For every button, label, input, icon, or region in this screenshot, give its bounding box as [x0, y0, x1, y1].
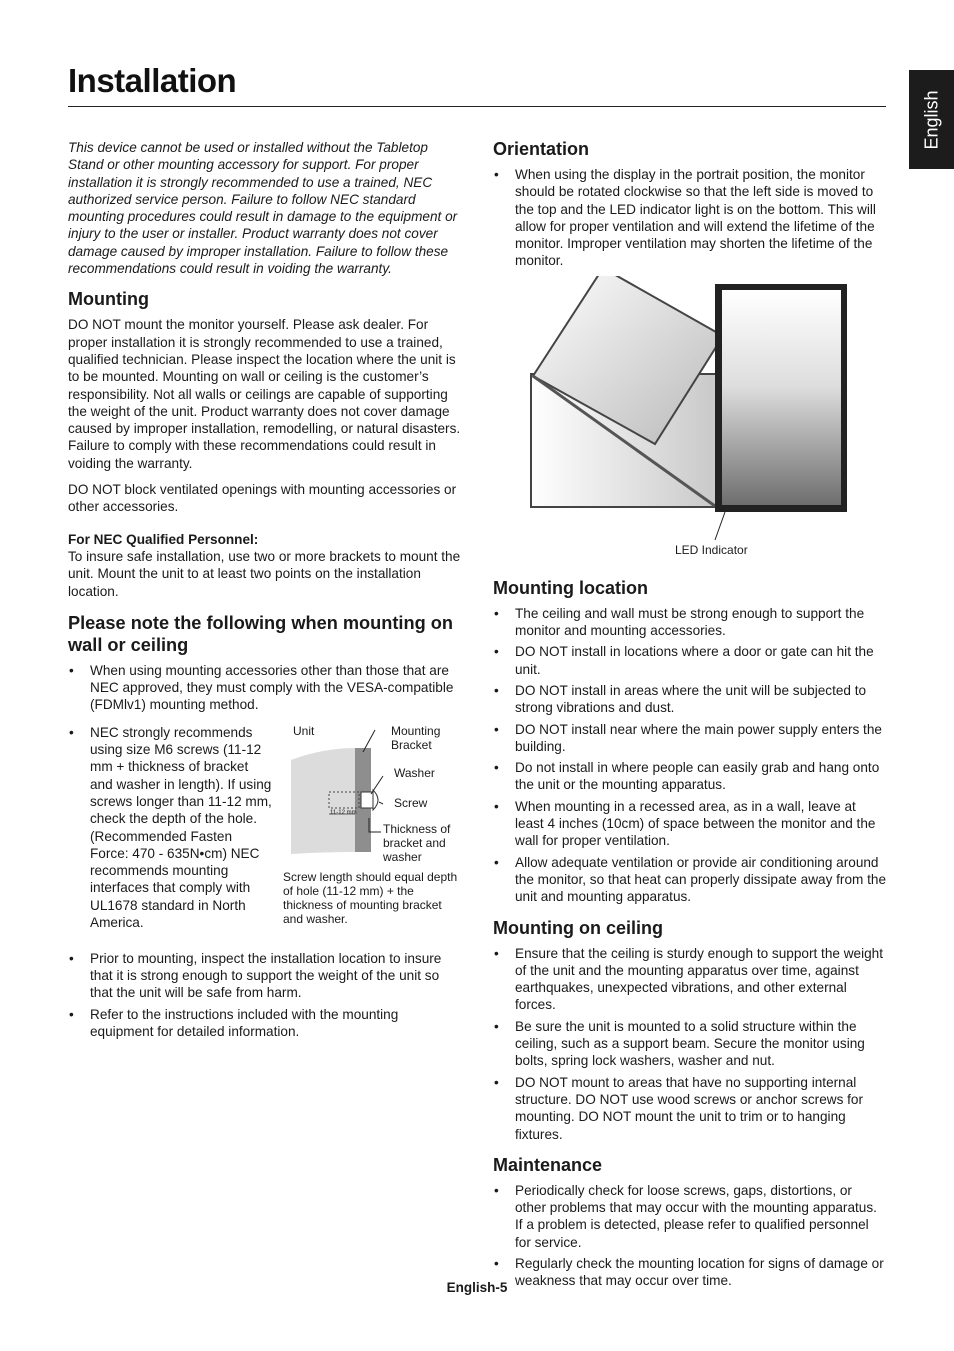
screw-recommendation-text: • NEC strongly recommends using size M6 screws (11-12 mm + thickness of bracket and washer in length). If using screws longer than 11-12 mm, check the depth of the hole. (Recommended Fasten Force: 470 - 635N•cm) NEC recommends mounting interfaces that comply with UL1678 standard in North America.	[90, 724, 272, 930]
list-item: • Periodically check for loose screws, gaps, distortions, or other problems that may occur with the mounting apparatus. If a problem is detected, please refer to qualified personnel for service.	[493, 1182, 886, 1251]
page-footer: English-5	[446, 1280, 508, 1295]
nec-personnel-text: To insure safe installation, use two or more brackets to mount the unit. Mount the unit to at least two points on the installation location.	[68, 548, 461, 599]
maintenance-heading: Maintenance	[493, 1154, 603, 1175]
mounting-location-list	[493, 605, 886, 906]
list-item: • When using the display in the portrait position, the monitor should be rotated clockwise so that the left side is moved to the top and the LED indicator light is on the bottom. This will allow for proper ventilation and will extend the lifetime of the monitor. Improper ventilation may shorten the lifetime of the monitor.	[493, 166, 886, 270]
mounting-paragraph-2: DO NOT block ventilated openings with mounting accessories or other accessories.	[68, 482, 457, 515]
title-rule	[68, 106, 886, 107]
screw-label: Screw	[394, 795, 428, 810]
list-item: • DO NOT install near where the main power supply enters the building.	[493, 721, 886, 756]
nec-personnel-heading: For NEC Qualified Personnel:	[68, 531, 259, 547]
maintenance-list	[493, 1182, 886, 1290]
language-tab-label: English	[921, 89, 941, 150]
list-item: • Do not install in where people can easily grab and hang onto the unit or the mounting apparatus.	[493, 759, 886, 794]
section-orientation	[493, 139, 886, 566]
language-tab	[909, 70, 954, 169]
orientation-graphic	[493, 276, 886, 546]
list-item: • The ceiling and wall must be strong enough to support the monitor and mounting accessories.	[493, 605, 886, 640]
screw-diagram	[283, 724, 463, 944]
left-column	[68, 139, 463, 1050]
bracket-label: Mounting Bracket	[391, 723, 441, 752]
list-item: • When mounting in a recessed area, as in a wall, leave at least 4 inches (10cm) of space between the monitor and the wall for proper ventilation.	[493, 798, 886, 850]
orientation-list	[493, 166, 886, 270]
section-mounting-location	[493, 578, 886, 906]
washer-label: Washer	[394, 765, 435, 780]
mounting-paragraph-1: DO NOT mount the monitor yourself. Please ask dealer. For proper installation it is strongly recommended to use a trained, qualified technician. Please inspect the location where the unit is to be mounted. Mounting on wall or ceiling is the customer’s responsibility. Not all walls or ceilings are capable of supporting the weight of the unit. Product warranty does not cover damage caused by improper installation, remodelling, or natural disasters. Failure to comply with these recommendations could result in voiding the warranty.	[68, 317, 461, 471]
mounting-ceiling-heading: Mounting on ceiling	[493, 917, 663, 938]
led-indicator-label: LED Indicator	[675, 542, 748, 557]
wall-ceiling-list	[68, 662, 463, 1040]
list-item: • When using mounting accessories other than those that are NEC approved, they must comply with the VESA-compatible (FDMlv1) mounting method.	[68, 662, 463, 714]
list-item: • Prior to mounting, inspect the installation location to insure that it is strong enough to support the weight of the unit so that the unit will be safe from harm.	[68, 950, 463, 1002]
mounting-location-heading: Mounting location	[493, 577, 648, 598]
mounting-ceiling-list	[493, 945, 886, 1143]
section-mounting	[68, 289, 463, 599]
portrait-monitor-screen	[722, 290, 841, 505]
page-title: Installation	[68, 62, 237, 99]
section-wall-ceiling-notes	[68, 612, 463, 1040]
list-item: • Refer to the instructions included with the mounting equipment for detailed information.	[68, 1006, 463, 1041]
list-item: • Ensure that the ceiling is sturdy enough to support the weight of the unit and the mounting apparatus over time, against earthquakes, unexpected vibrations, and other external forces.	[493, 945, 886, 1014]
screw-head-shape	[373, 790, 378, 810]
screw-shank-shape	[361, 792, 373, 808]
section-maintenance	[493, 1155, 886, 1290]
unit-label: Unit	[293, 723, 315, 738]
dimension-label: 11-12 mm	[330, 809, 357, 816]
led-indicator-leader	[715, 512, 725, 540]
list-item: • DO NOT mount to areas that have no supporting internal structure. DO NOT use wood screws or anchor screws for mounting. DO NOT mount the unit to trim or to hanging fixtures.	[493, 1074, 886, 1143]
screw-note-wrap	[90, 724, 463, 944]
screw-caption: Screw length should equal depth of hole (11-12 mm) + the thickness of mounting bracket and washer.	[283, 869, 458, 926]
wall-ceiling-heading: Please note the following when mounting on wall or ceiling	[68, 612, 453, 655]
thickness-label: Thickness of bracket and washer	[383, 821, 451, 864]
list-item	[68, 724, 463, 944]
intro-warning: This device cannot be used or installed without the Tabletop Stand or other mounting accessory for support. For proper installation it is strongly recommended to use a trained, NEC authorized service person. Failure to follow NEC standard mounting procedures could result in damage to the equipment or injury to the user or installer. Product warranty does not cover damage caused by improper installation. Failure to follow these recommendations could result in voiding the warranty.	[68, 140, 458, 277]
unit-body-shape	[291, 748, 355, 854]
list-item: • Be sure the unit is mounted to a solid structure within the ceiling, such as a support beam. Secure the monitor using bolts, spring lock washers, washer and nut.	[493, 1018, 886, 1070]
section-mounting-ceiling	[493, 918, 886, 1143]
list-item: • Allow adequate ventilation or provide air conditioning around the monitor, so that heat can properly dissipate away from the unit and mounting apparatus.	[493, 854, 886, 906]
right-column	[493, 139, 886, 1302]
list-item: • Regularly check the mounting location for signs of damage or weakness that may occur over time.	[493, 1255, 886, 1290]
mounting-heading: Mounting	[68, 289, 149, 310]
list-item: • DO NOT install in areas where the unit will be subjected to strong vibrations and dust.	[493, 682, 886, 717]
orientation-diagram	[493, 276, 886, 566]
washer-leader	[371, 776, 383, 794]
orientation-heading: Orientation	[493, 139, 590, 159]
list-item: • DO NOT install in locations where a door or gate can hit the unit.	[493, 643, 886, 678]
screw-leader	[379, 802, 383, 804]
